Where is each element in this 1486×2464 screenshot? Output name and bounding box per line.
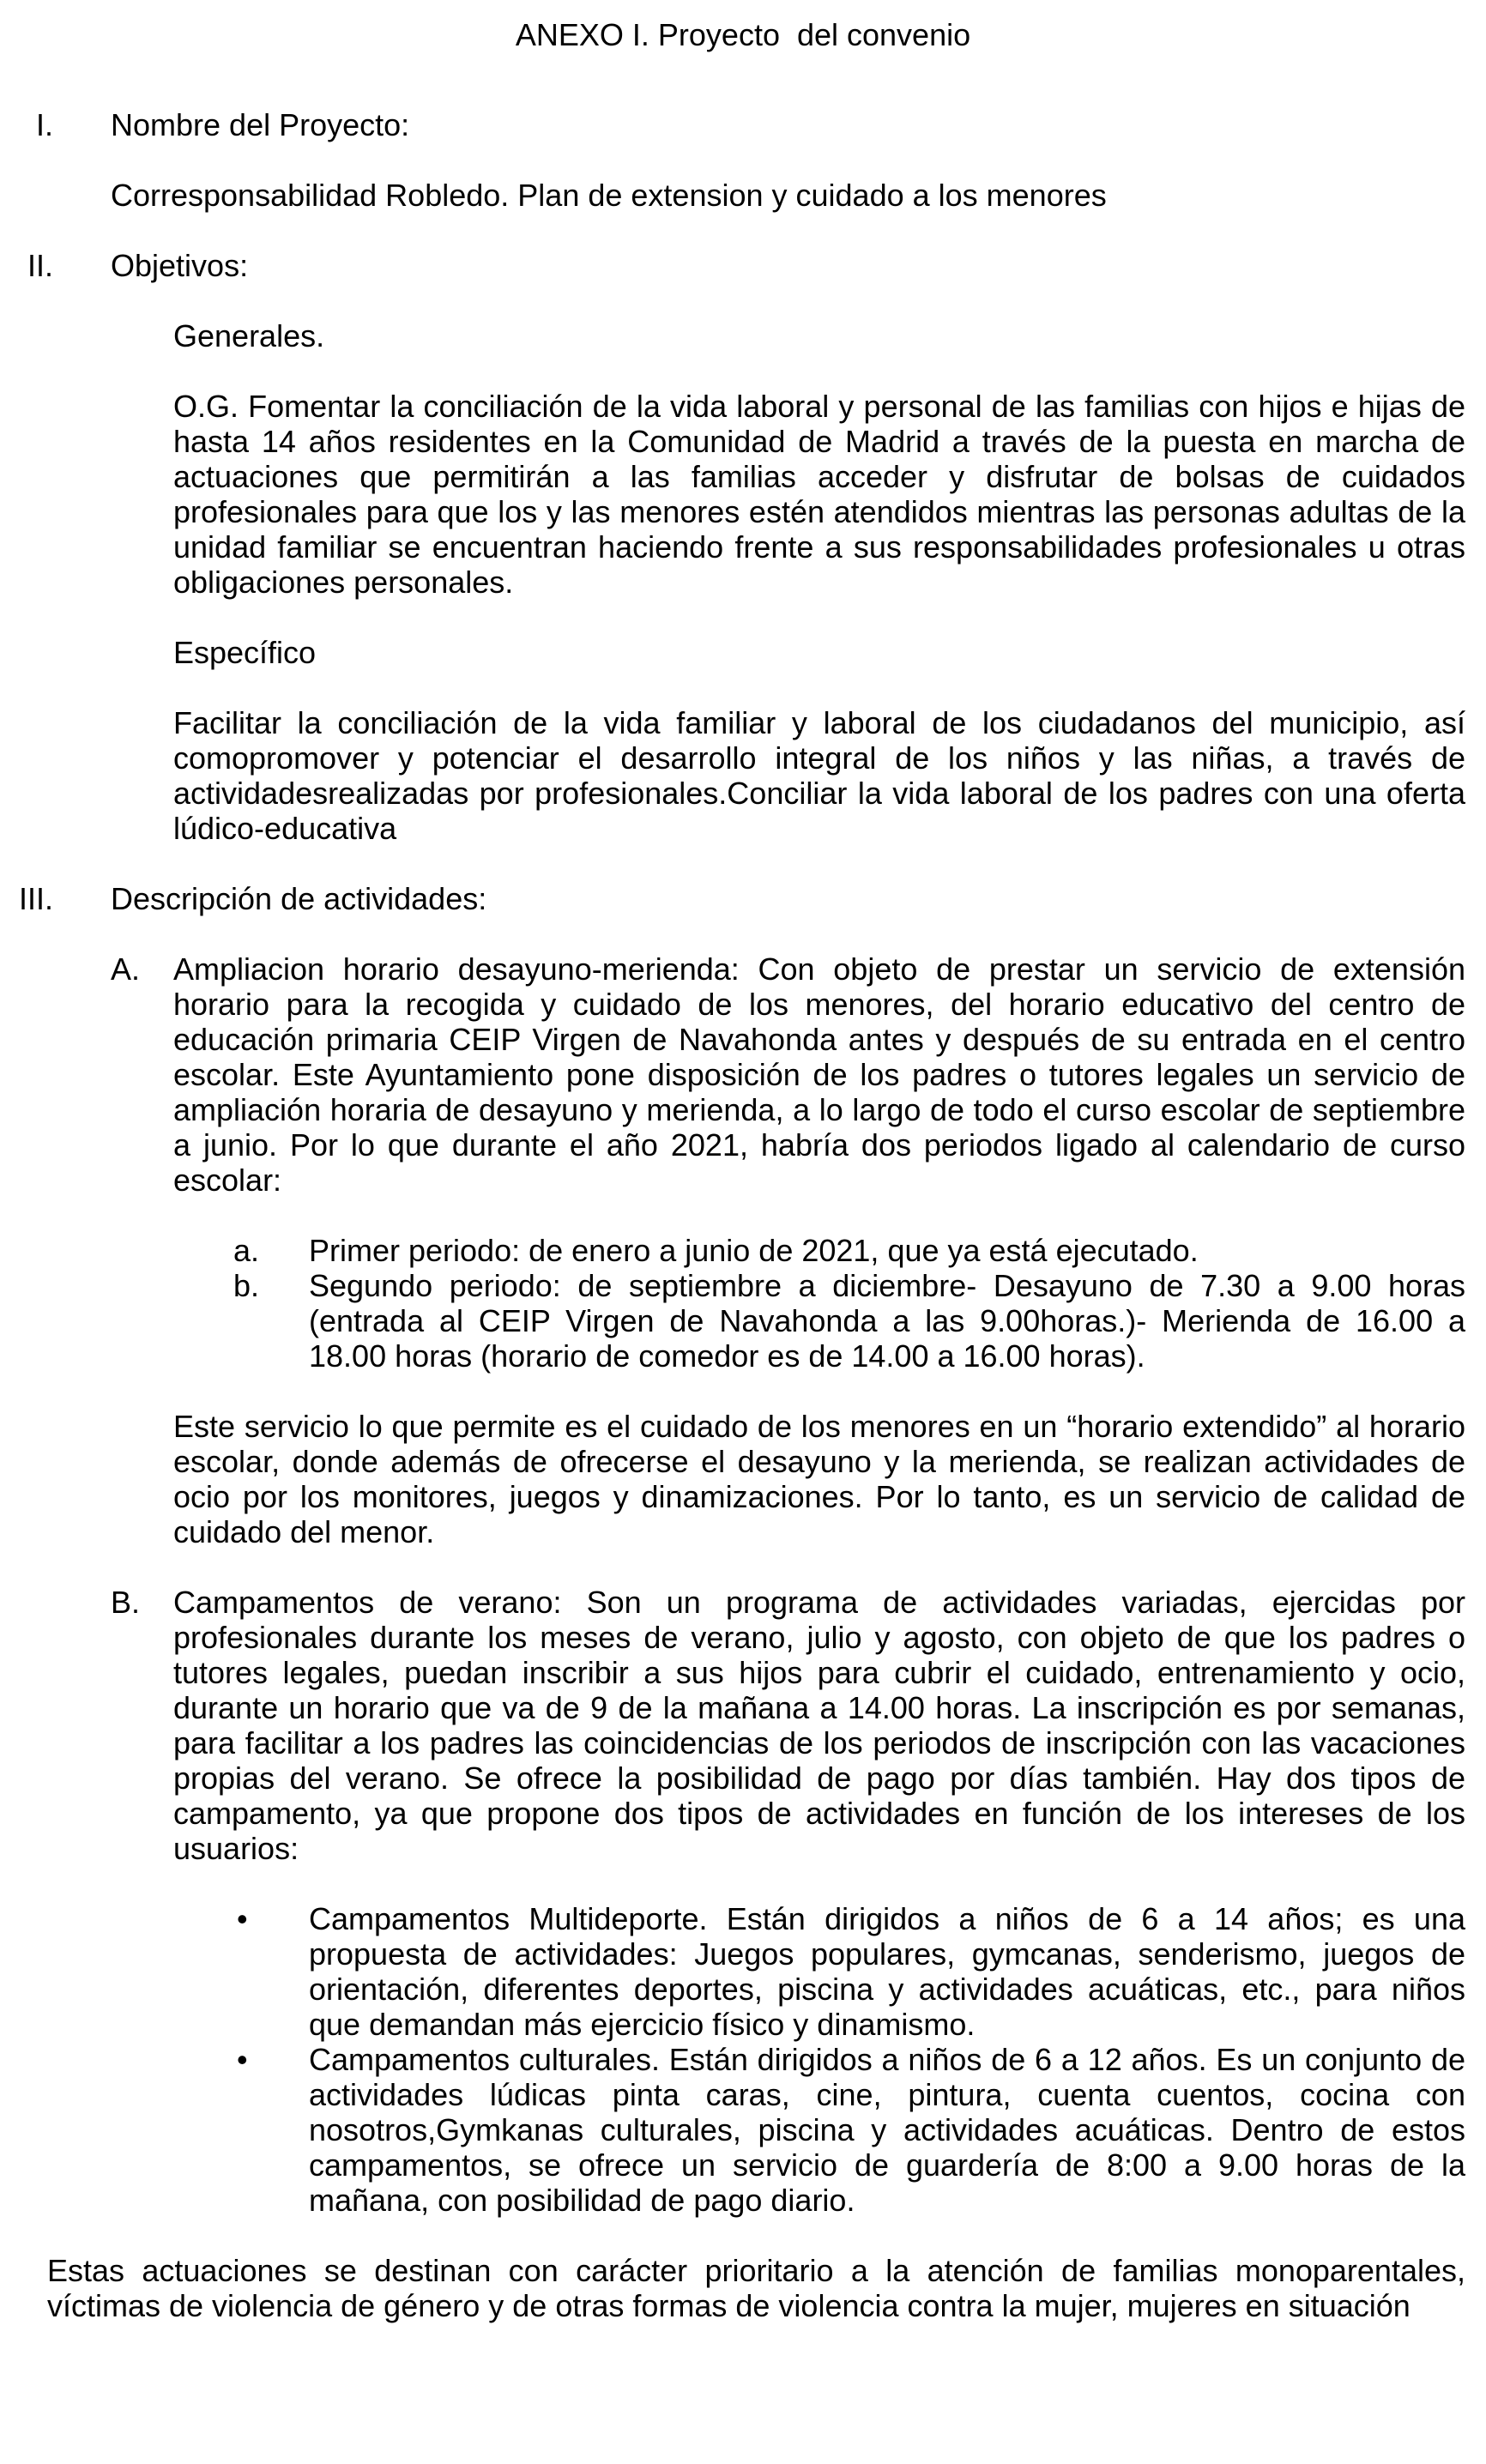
bullet-culturales-text: Campamentos culturales. Están dirigidos a niños de 6 a 12 años. Es un conjunto de actividades lúdicas pinta caras, cine, pintura, cuenta cuentos, cocina con nosotros,Gymkanas culturales, piscina y actividades acuáticas. Dentro de estos campamentos, se ofrece un servicio de guardería de 8:00 a 9.00 horas de la mañana, con posibilidad de pago diario.	[309, 2042, 1465, 2218]
bullet-multideporte	[0, 1901, 1486, 2042]
generales-paragraph: O.G. Fomentar la conciliación de la vida laboral y personal de las familias con hijos e hijas de hasta 14 años residentes en la Comunidad de Madrid a través de la puesta en marcha de actuaciones que permitirán a las familias acceder y disfrutar de bolsas de cuidados profesionales para que los y las menores estén atendidos mientras las personas adultas de la unidad familiar se encuentran haciendo frente a sus responsabilidades profesionales u otras obligaciones personales.	[173, 389, 1465, 600]
bullet-multideporte-text: Campamentos Multideporte. Están dirigidos a niños de 6 a 14 años; es una propuesta de actividades: Juegos populares, gymcanas, senderismo, juegos de orientación, diferentes deportes, piscina y actividades acuáticas, etc., para niños que demandan más ejercicio físico y dinamismo.	[309, 1901, 1465, 2042]
bullet-icon: •	[237, 2042, 248, 2077]
subitem-a-text: Primer periodo: de enero a junio de 2021, que ya está ejecutado.	[309, 1233, 1199, 1268]
section-iii-heading: Descripción de actividades:	[111, 881, 487, 916]
bullet-culturales	[0, 2042, 1486, 2218]
section-ii-heading: Objetivos:	[111, 248, 249, 283]
bullet-icon: •	[237, 1901, 248, 1936]
section-iii-marker: III.	[18, 881, 53, 916]
closing-paragraph: Estas actuaciones se destinan con carácter prioritario a la atención de familias monoparentales, víctimas de violencia de género y de otras formas de violencia contra la mujer, mujeres en situación	[47, 2253, 1465, 2323]
section-i-marker: I.	[35, 107, 53, 142]
section-i-heading: Nombre del Proyecto:	[111, 107, 410, 142]
subitem-b-text: Segundo periodo: de septiembre a diciembre- Desayuno de 7.30 a 9.00 horas (entrada al CEIP Virgen de Navahonda a las 9.00horas.)- Merienda de 16.00 a 18.00 horas (horario de comedor es de 14.00 a 16.00 horas).	[309, 1268, 1465, 1374]
item-a-closing-paragraph: Este servicio lo que permite es el cuidado de los menores en un “horario extendido” al horario escolar, donde además de ofrecerse el desayuno y la merienda, se realizan actividades de ocio por los monitores, juegos y dinamizaciones. Por lo tanto, es un servicio de calidad de cuidado del menor.	[173, 1409, 1465, 1549]
item-b-marker: B.	[111, 1585, 141, 1620]
item-a	[0, 951, 1486, 1198]
item-a-paragraph: Ampliacion horario desayuno-merienda: Con objeto de prestar un servicio de extensión horario para la recogida y cuidado de los menores, del horario educativo del centro de educación primaria CEIP Virgen de Navahonda antes y después de su entrada en el centro escolar. Este Ayuntamiento pone disposición de los padres o tutores legales un servicio de ampliación horaria de desayuno y merienda, a lo largo de todo el curso escolar de septiembre a junio. Por lo que durante el año 2021, habría dos periodos ligado al calendario de curso escolar:	[173, 951, 1465, 1198]
section-ii-marker: II.	[27, 248, 53, 283]
section-iii	[0, 881, 1486, 916]
generales-label: Generales.	[173, 318, 325, 353]
item-b	[0, 1585, 1486, 1866]
section-i	[0, 107, 1486, 142]
subitem-a	[0, 1233, 1486, 1268]
subitem-a-marker: a.	[233, 1233, 260, 1268]
section-i-paragraph: Corresponsabilidad Robledo. Plan de extension y cuidado a los menores	[111, 178, 1107, 213]
especifico-label: Específico	[173, 635, 317, 670]
especifico-paragraph: Facilitar la conciliación de la vida familiar y laboral de los ciudadanos del municipio, así comopromover y potenciar el desarrollo integral de los niños y las niñas, a través de actividadesrealizadas por profesionales.Conciliar la vida laboral de los padres con una oferta lúdico-educativa	[173, 705, 1465, 846]
section-ii	[0, 248, 1486, 283]
item-b-paragraph: Campamentos de verano: Son un programa de actividades variadas, ejercidas por profesionales durante los meses de verano, julio y agosto, con objeto de que los padres o tutores legales, puedan inscribir a sus hijos para cubrir el cuidado, entrenamiento y ocio, durante un horario que va de 9 de la mañana a 14.00 horas. La inscripción es por semanas, para facilitar a los padres las coincidencias de los periodos de inscripción con las vacaciones propias del verano. Se ofrece la posibilidad de pago por días también. Hay dos tipos de campamento, ya que propone dos tipos de actividades en función de los intereses de los usuarios:	[173, 1585, 1465, 1866]
subitem-b-marker: b.	[233, 1268, 260, 1303]
item-a-marker: A.	[111, 951, 141, 987]
subitem-b	[0, 1268, 1486, 1374]
document-title: ANEXO I. Proyecto del convenio	[515, 17, 971, 52]
